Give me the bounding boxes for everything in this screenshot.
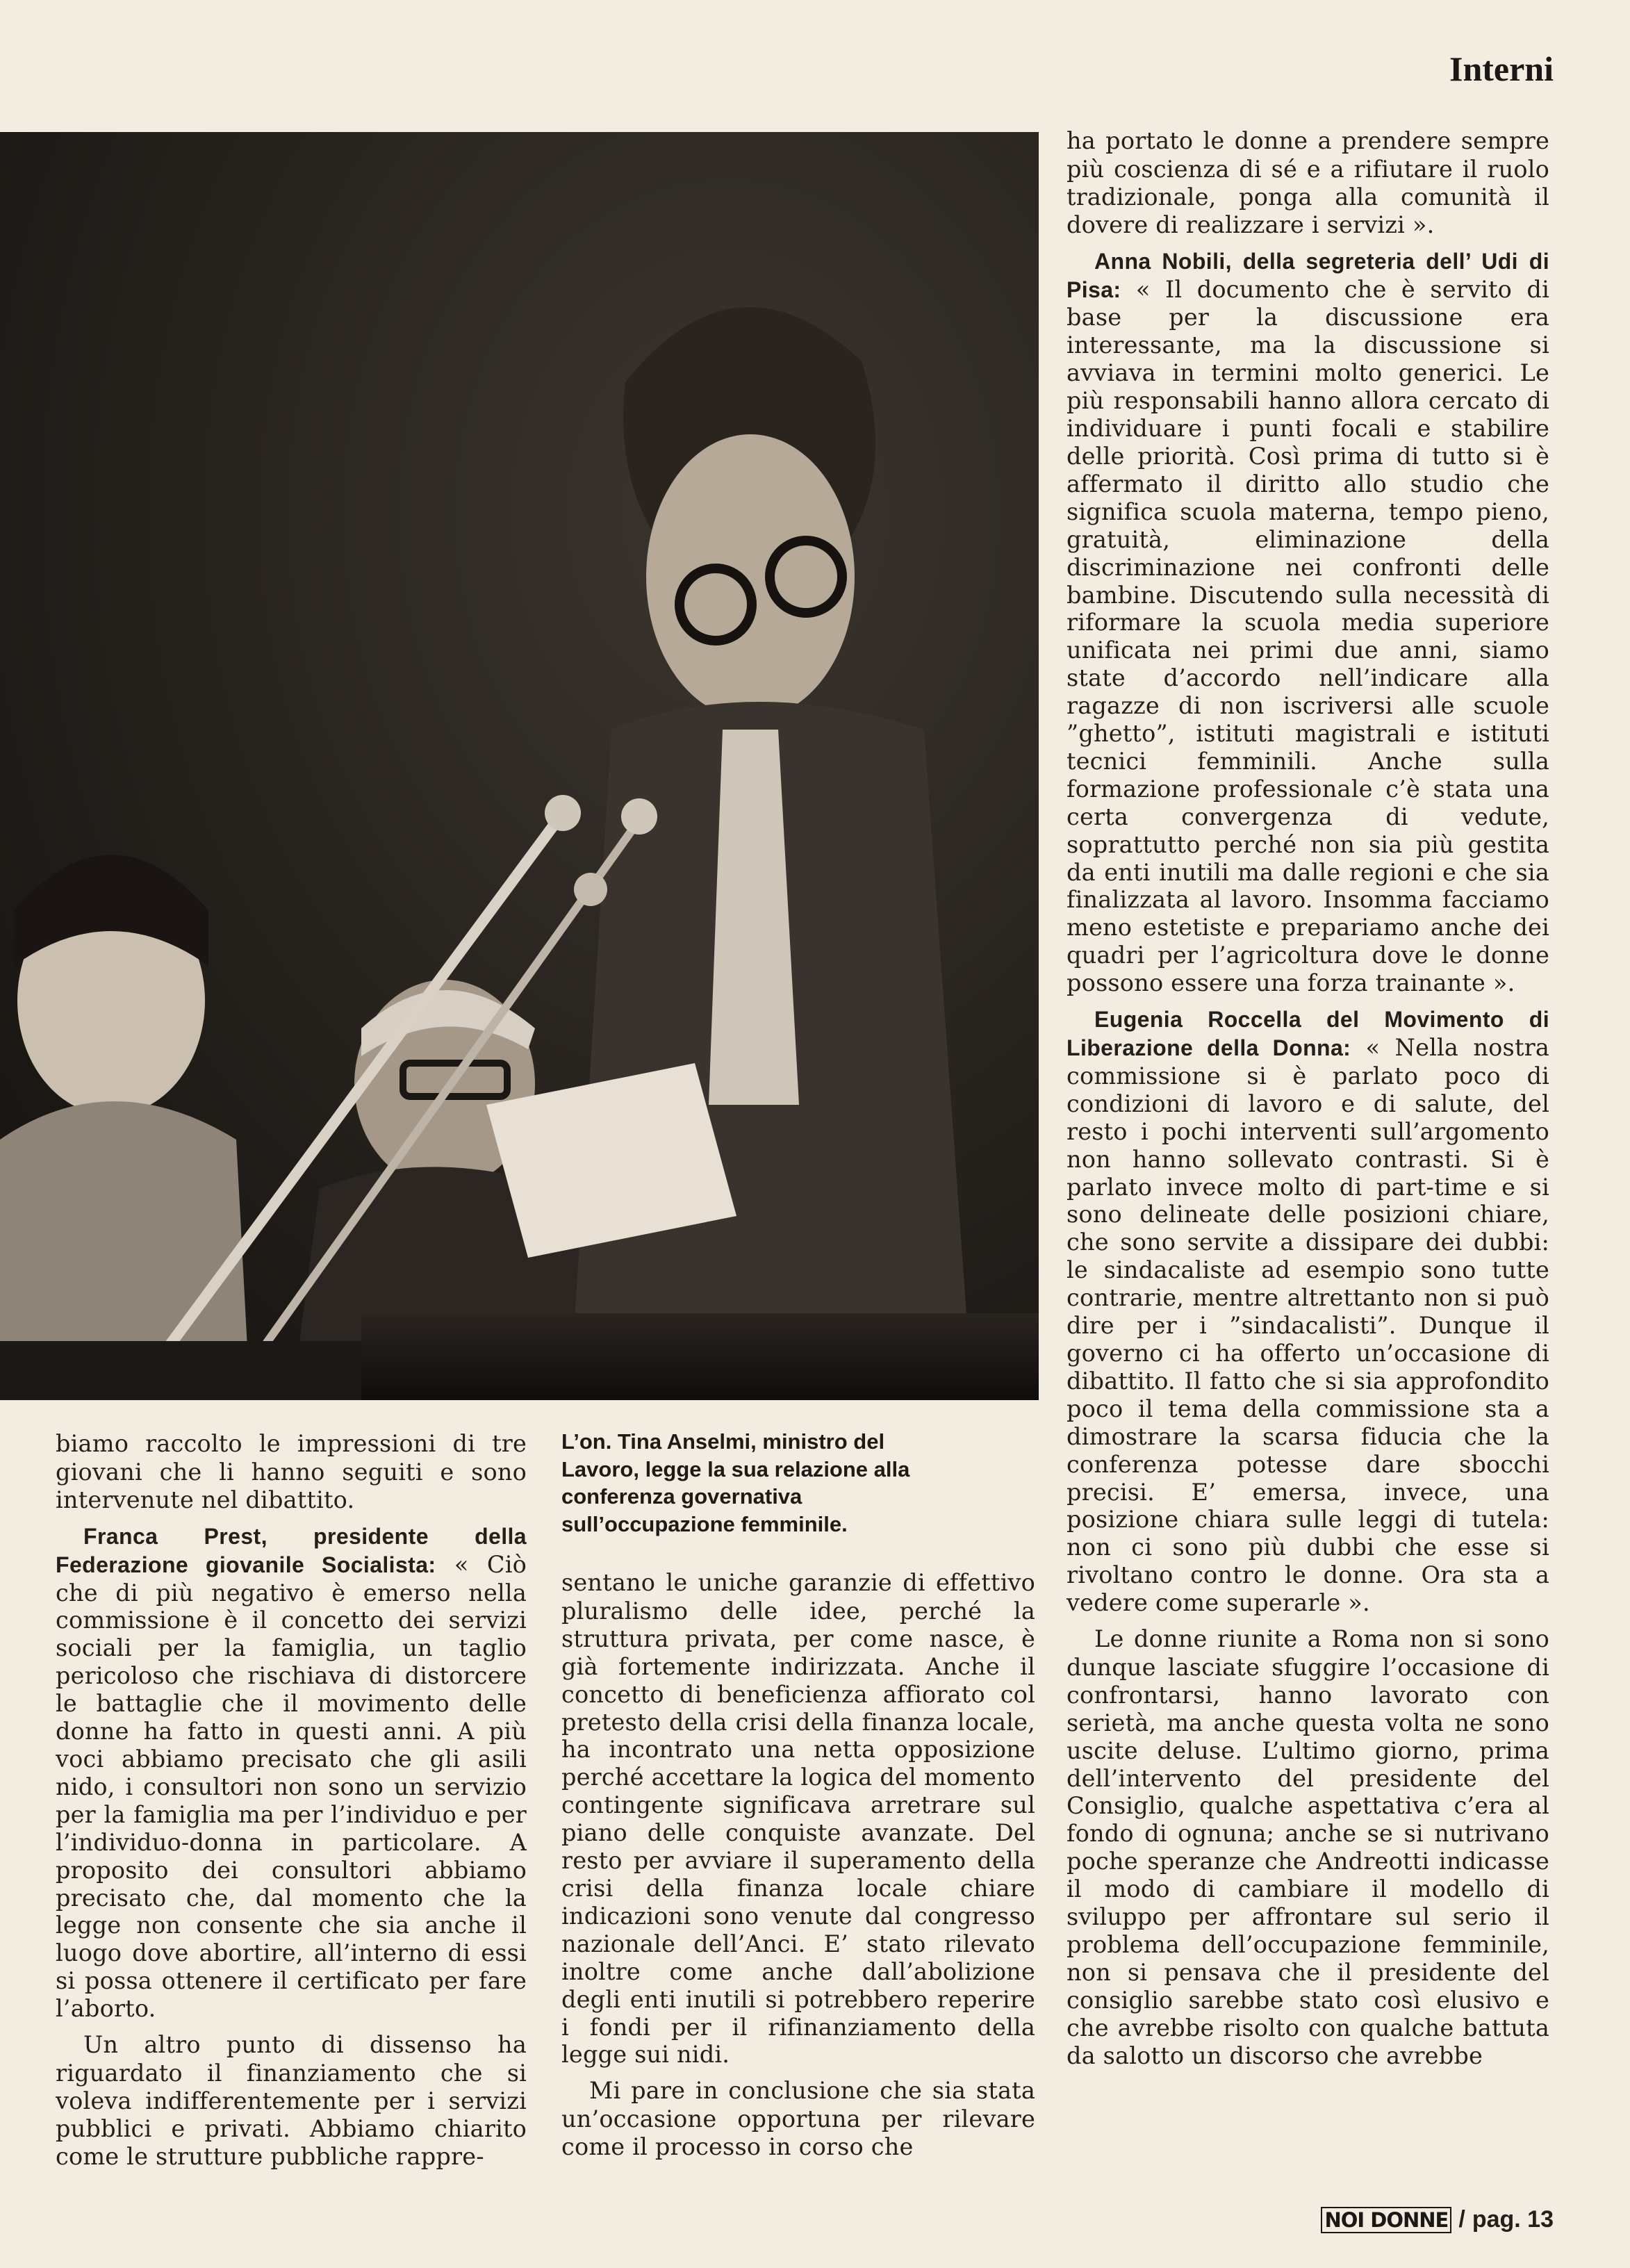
article-photo xyxy=(0,132,1039,1400)
section-title: Interni xyxy=(1449,49,1554,88)
article-column-2 xyxy=(561,1569,1035,2161)
page-footer xyxy=(1321,2206,1554,2233)
paragraph: Le donne riunite a Roma non si sono dunque lasciate sfuggire l’occasione di confrontarsi, hanno lavorato con serietà, ma anche questa volta ne sono uscite deluse. L’ultimo giorno, prima dell’intervento del presidente del Consiglio, qualche aspettativa c’era al fondo di ognuna; anche se si nutrivano poche speranze che Andreotti indicasse il modo di cambiare il modello di sviluppo per affrontare sul serio il problema dell’occupazione femminile, non si pensava che il presidente del consiglio sarebbe stato così elusivo e che avrebbe risolto con qualche battuta da salotto un discorso che avrebbe xyxy=(1067,1625,1549,2069)
paragraph: Eugenia Roccella del Movimento di Liberazione della Donna: « Nella nostra commissione si è parlato poco di condizioni di lavoro e di salute, del resto i pochi interventi sull’argomento non hanno sollevato contrasti. Si è parlato invece molto di part-time e si sono delineate delle posizioni chiare, che sono servite a dissipare dei dubbi: le sindacaliste ad esempio sono tutte contrarie, mentre altrettanto non si può dire per i ”sindacalisti”. Dunque il governo ci ha offerto un’occasione di dibattito. Il fatto che si sia approfondito poco il tema della commissione sta a dimostrare la scarsa fiducia che la conferenza potesse dare sbocchi precisi. E’ emersa, invece, una posizione chiara sulle leggi di tutela: non ci sono più dubbi che esse si rivoltano contro le donne. Ora sta a vedere come superarle ». xyxy=(1067,1007,1549,1617)
magazine-logo: NOI DONNE xyxy=(1321,2207,1451,2233)
paragraph: Un altro punto di dissenso ha riguardato il finanziamento che si voleva indifferentemente per i servizi pubblici e privati. Abbiamo chiarito come le strutture pubbliche rappre- xyxy=(56,2031,527,2170)
footer-separator: / xyxy=(1458,2206,1465,2233)
paragraph: ha portato le donne a prendere sempre più coscienza di sé e a rifiutare il ruolo tradizionale, ponga alla comunità il dovere di realizzare i servizi ». xyxy=(1067,127,1549,238)
paragraph: Anna Nobili, della segreteria dell’ Udi di Pisa: « Il documento che è servito di base per la discussione era interessante, ma la discussione si avviava in termini molto generici. Le più responsabili hanno allora cercato di individuare i punti focali e stabilire delle priorità. Così prima di tutto si è affermato il diritto allo studio che significa scuola materna, tempo pieno, gratuità, eliminazione della discriminazione nei confronti delle bambine. Discutendo sulla necessità di riformare la scuola media superiore unificata nei primi due anni, siamo state d’accordo nell’indicare alla ragazze di non iscriversi alle scuole ”ghetto”, istituti magistrali e istituti tecnici femminili. Anche sulla formazione professionale c’è stata una certa convergenza di vedute, soprattutto perché non sia più gestita da enti inutili ma dalle regioni e che sia finalizzata al lavoro. Insomma facciamo meno estetiste e prepariamo anche dei quadri per l’agricoltura dove le donne possono essere una forza trainante ». xyxy=(1067,248,1549,997)
article-column-1 xyxy=(56,1430,527,2171)
article-column-3 xyxy=(1067,127,1549,2070)
page-number: pag. 13 xyxy=(1472,2206,1554,2233)
paragraph: Franca Prest, presidente della Federazione giovanile Socialista: « Ciò che di più negativo è emerso nella commissione è il concetto dei servizi sociali per la famiglia, un taglio pericoloso che rischiava di distorcere le battaglie che il movimento delle donne ha fatto in questi anni. A più voci abbiamo precisato che gli asili nido, i consultori non sono un servizio per la famiglia ma per l’individuo e per l’individuo-donna in particolare. A proposito dei consultori abbiamo precisato che, dal momento che la legge non consente che sia anche il luogo dove abortire, all’interno di essi si possa ottenere il certificato per fare l’aborto. xyxy=(56,1523,527,2023)
paragraph: sentano le uniche garanzie di effettivo pluralismo delle idee, perché la struttura privata, per come nasce, è già fortemente indirizzata. Anche il concetto di beneficienza affiorato col pretesto della crisi della finanza locale, ha incontrato una netta opposizione perché accettare la logica del momento contingente significava arretrare sul piano delle conquiste avanzate. Del resto per avviare il superamento della crisi della finanza locale chiare indicazioni sono venute dal congresso nazionale dell’Anci. E’ stato rilevato inoltre come anche dall’abolizione degli enti inutili si potrebbero reperire i fondi per il rifinanziamento della legge sui nidi. xyxy=(561,1569,1035,2069)
paragraph: biamo raccolto le impressioni di tre giovani che li hanno seguiti e sono intervenute nel dibattito. xyxy=(56,1430,527,1513)
paragraph: Mi pare in conclusione che sia stata un’occasione opportuna per rilevare come il processo in corso che xyxy=(561,2077,1035,2161)
photo-caption: L’on. Tina Anselmi, ministro del Lavoro, legge la sua relazione alla conferenza governativa sull’occupazione femminile. xyxy=(561,1429,910,1536)
